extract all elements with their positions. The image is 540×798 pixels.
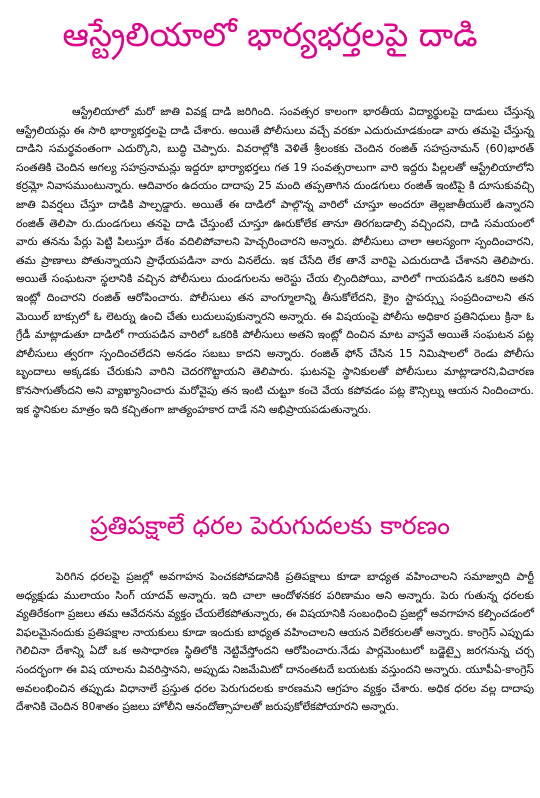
story-1-paragraph: ఆస్ట్రేలియాలో మరో జాతి వివక్ష దాడి జరిగింది. సంవత్సర కాలంగా భారతీయ విద్యార్థులపై దాడులు చేస్తున్న ఆస్ట్రేలియన్లు ఈ సారి భార్యాభర్తలపై దాడి చేశారు. అయితే పోలీసులు వచ్చే వరకూ ఎదురుచూడకుండా వారు తమపై చేస్తున్న దాడిని సమర్థవంతంగా ఎదుర్కొని, బుద్ధి చెప్పారు. వివరాల్లోకి వెళితే శ్రీలంకకు చెందిన రంజిత్ సహస్రనామన్ (60)భారత్ సంతతికి చెందిన అగల్య సహస్రనామన్లు ఇద్దరూ భార్యాభర్తలు గత 19 సంవత్సరాలుగా వారి ఇద్దరు పిల్లలతో ఆస్ట్రేలియాలోని కర్రమ్లో నివాసముంటున్నారు. ఆదివారం ఉదయం దాదాపు 25 మంది తప్పతాగిన దుండగులు రంజిత్ ఇంటిపై కి దూసుకువచ్చి జాతి వివర్షలు చేస్తూ దాడికి పాల్పడ్డారు. అయితే ఈ దాడిలో పాల్గొన్న వారిలో చూస్తూ అందరూ తెల్లజాతీయులే ఉన్నారని రంజిత్ తెలిపా రు.దుండగులు తనపై దాడి చేస్తుంటే చూస్తూ ఊరుకోలేక తానూ తిరగబడాల్సి వచ్చిందని, దాడి సమయంలో వారు తనను పేర్లు పెట్టి పిలుస్తూ దేశం వదిలిపోవాలని హెచ్చరించారని అన్నారు. పోలీసులు చాలా ఆలస్యంగా స్పందించారని, తమ ప్రాణాలు పోతున్నాయని ప్రాధేయపడినా వారు వినలేదు. ఇక చేసేది లేక తానే వారిపై ఎదురుదాడి చేశానని తెలిపారు. అయితే సంఘటనా స్థలానికి వచ్చిన పోలీసులు దుండగులను అరెస్టు చేయ ల్సిందిపోయి, వారిలో గాయపడిన ఒకరిని అతని ఇంట్లో దించారని రంజిత్ ఆరోపించారు. పోలీసులు తన వాంగ్మూలాన్ని తీసుకోలేదని, క్రైం స్టాపర్స్ను సంప్రదించాలని తన మెయిల్ బాక్సులో ఓ లెటర్ను ఉంచి చేతు లుదులుపుకున్నారని అన్నారు. ఈ విషయంపై పోలీసు అధికార ప్రతినిధులు క్రినా ఓ గ్రేడీ మాట్లాడుతూ దాడిలో గాయపడిన వారిలో ఒకరికి పోలీసులు అతని ఇంట్లో దించిన మాట వాస్తవే అయితే సంఘటన పట్ల పోలీసులు త్వరగా స్పందించలేదని అనడం సబబు కాదని అన్నారు. రంజిత్ ఫోన్ చేసిన 15 నిమిషాలలో రెండు పోలీసు బృందాలు అక్కడకు చేరుకుని వారిని చెదరగొట్టాయని తెలిపారు. ఘటనపై స్థానికులతో పోలీసులు మాట్లాడారని,విచారణ కొనసాగుతోందని అని వ్యాఖ్యానించారు మరోవైపు తన ఇంటి చుట్టూ కంచె వేయ కపోవడం పట్ల కౌన్సిల్ను ఆయన నిందించారు. ఇక స్థానికుల మాత్రం ఇది కచ్చితంగా జాత్యంహకార దాడే నని అభిప్రాయపడుతున్నారు. [16, 105, 534, 416]
story-2-paragraph: పెరిగిన ధరలపై ప్రజల్లో అవగాహన పెంచకపోవడానికి ప్రతిపక్షాలు కూడా బాధ్యత వహించాలని సమాజ్వాది పార్టీ అధ్యక్షుడు ములాయం సింగ్ యాదవ్ అన్నారు. ఇది చాలా ఆందోళనకర పరిణామం అని అన్నారు. పెరు గుతున్న ధరలకు వ్యతిరేకంగా ప్రజలు తమ ఆవేదనను వ్యక్తం చేయలేకపోతున్నారు, ఈ విషయానికి సంబంధించి ప్రజల్లో అవగాహన కల్పించడంలో విఫలమైనందుకు ప్రతిపక్షాల నాయకులు కూడా ఇందుకు బాధ్యత వహించాలని ఆయన విలేకరులతో అన్నారు. కాంగ్రెస్ ఎప్పుడు గెలిచినా దేశాన్ని ఏదో ఒక అసాధారణ స్థితిలోకి నెట్టివేస్తోందని ఆరోపించారు.నేడు పార్లమెంటులో బడ్జెట్పై జరగనున్న చర్చ సందర్భంగా ఈ విష యాలను వివరిస్తానని, అప్పుడు నిజమేమిటో దానంతటదే బయటకు వస్తుందని అన్నారు. యూపీఏ-కాంగ్రెస్ అవలంభించిన తప్పుడు విధానాలే ప్రస్తుత ధరల పెరుగుదలకు కారణమని ఆగ్రహం వ్యక్తం చేశారు. అధిక ధరల వల్ల దాదాపు దేశానికి చెందిన 80శాతం ప్రజలు హోలీని ఆనందోత్సాహలతో జరుపుకోలేకపోయారని అన్నారు. [16, 570, 534, 714]
story-2-body [16, 568, 534, 717]
story-1-headline: ఆస్ట్రేలియాలో భార్యభర్తలపై దాడి [62, 15, 478, 54]
story-1-body [16, 103, 534, 419]
story-2-headline: ప్రతిపక్షాలే ధరల పెరుగుదలకు కారణం [90, 511, 450, 540]
